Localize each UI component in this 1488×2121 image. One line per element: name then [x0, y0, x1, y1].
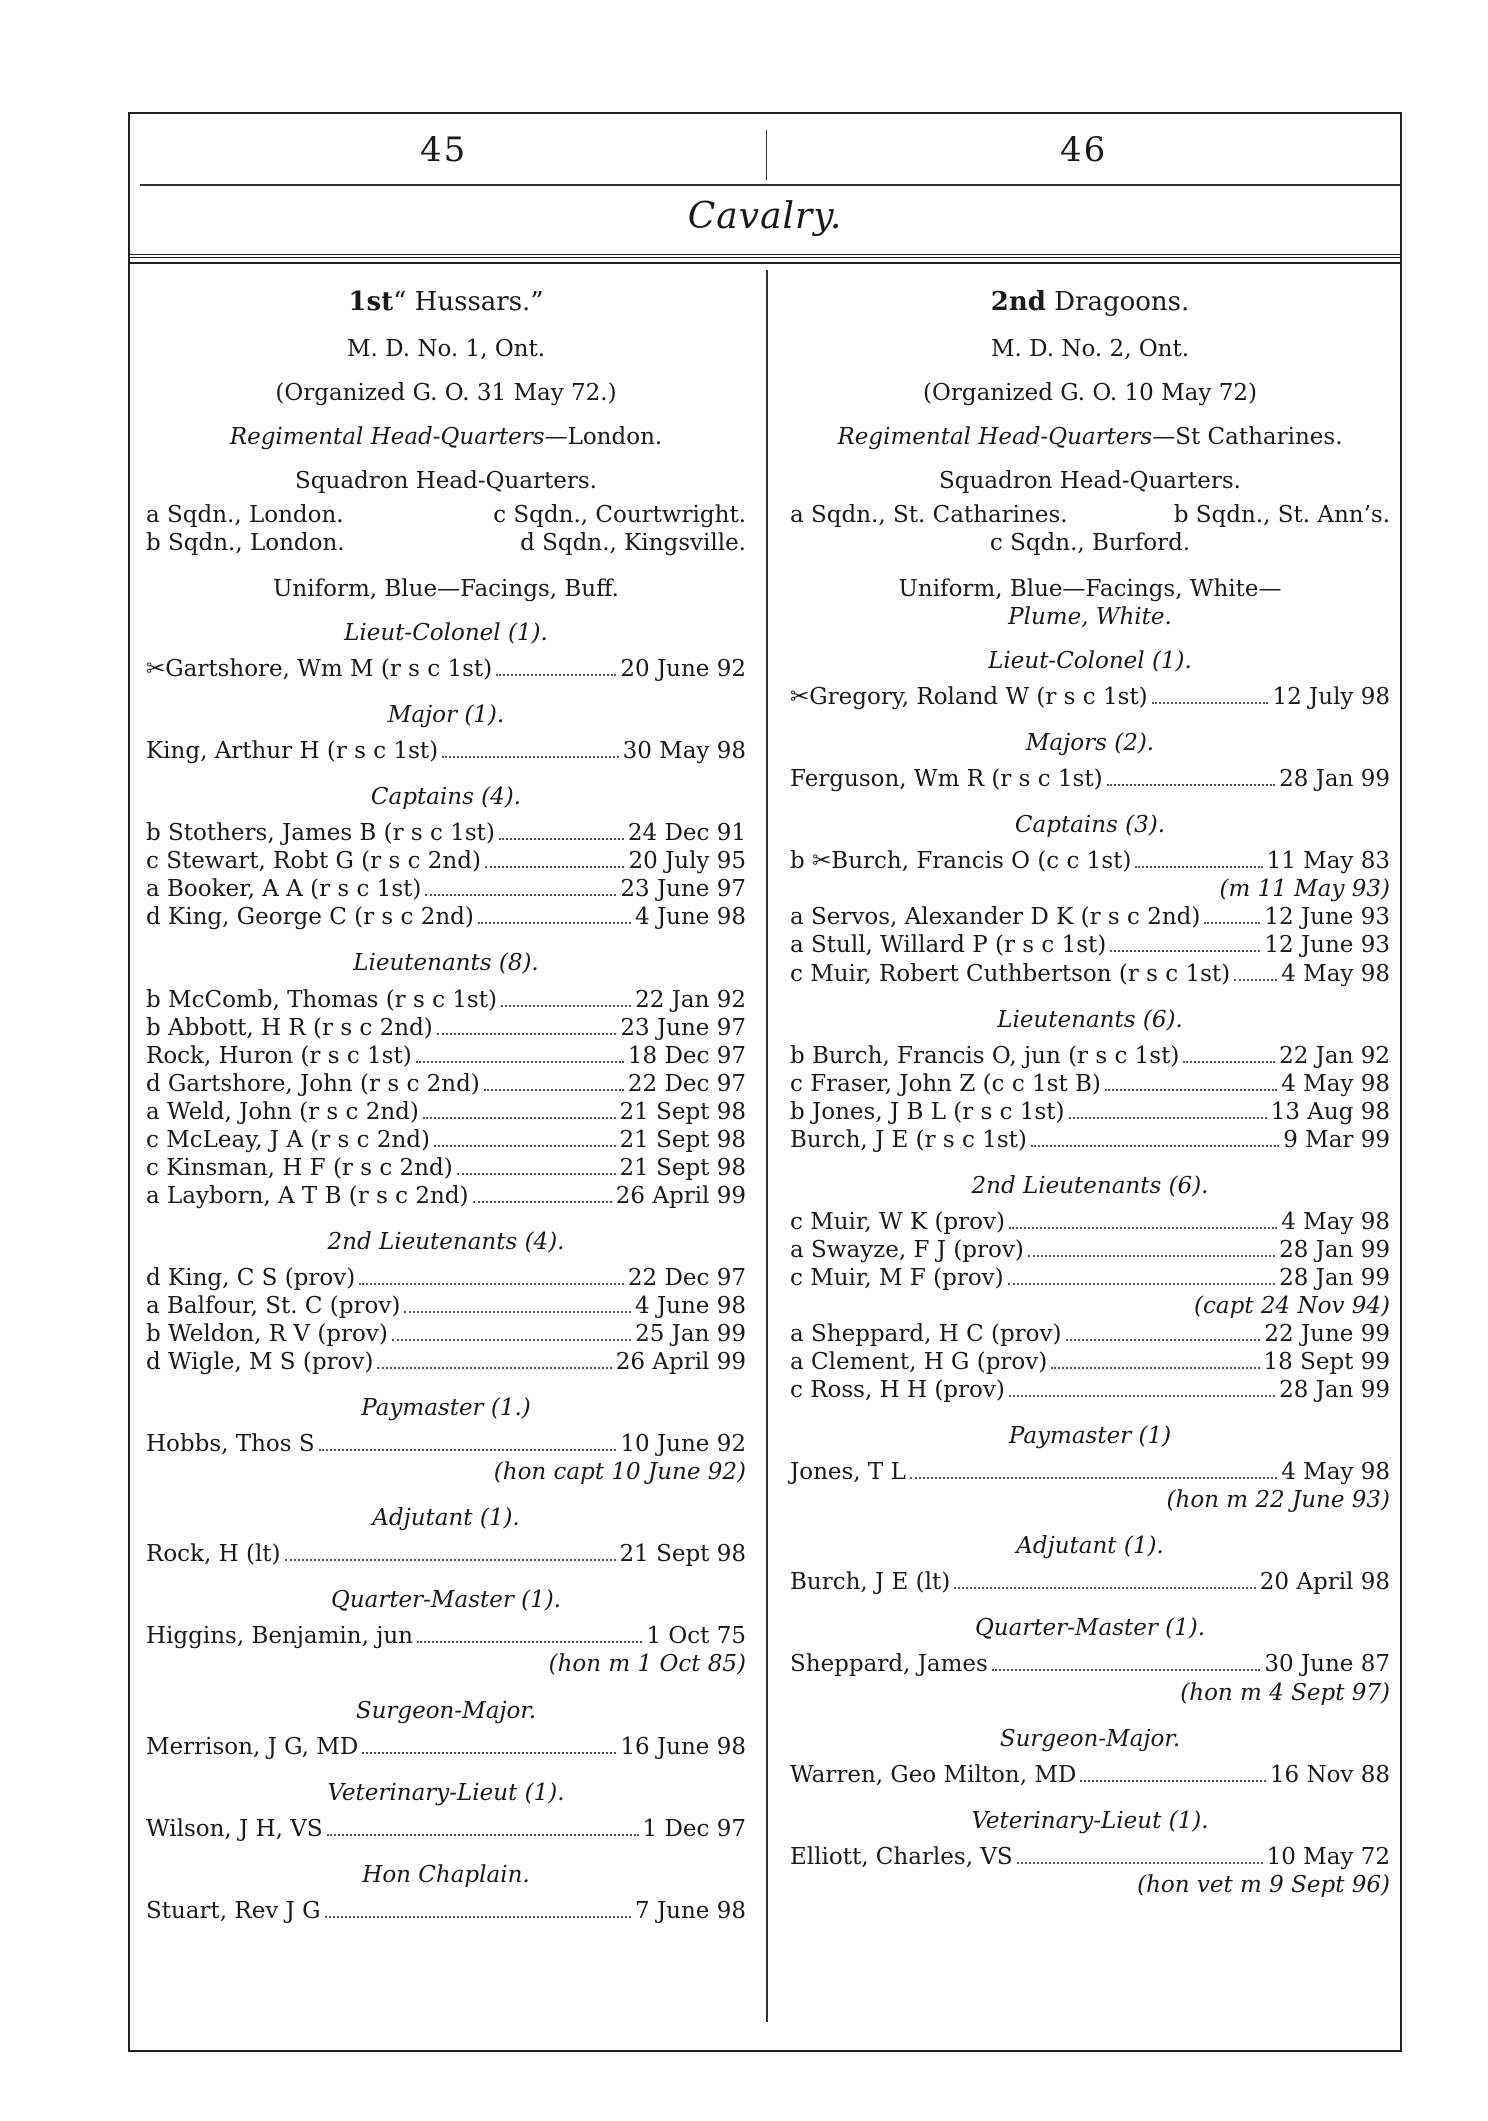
- officer-entry: [790, 1126, 1390, 1154]
- officer-name: Sheppard, James: [790, 1651, 988, 1678]
- officer-entry: [146, 1182, 746, 1210]
- officer-entry: [146, 1098, 746, 1126]
- commission-date: 23 June 97: [620, 876, 746, 903]
- commission-date: 26 April 99: [615, 1182, 746, 1209]
- officer-group: [146, 701, 746, 765]
- leader-dots: [417, 1641, 643, 1643]
- officer-name: c McLeay, J A (r s c 2nd): [146, 1126, 430, 1153]
- officer-entry: [790, 931, 1390, 959]
- officer-entry: [146, 1126, 746, 1154]
- leader-dots: [1017, 1862, 1263, 1864]
- officer-entry: [146, 1733, 746, 1761]
- leader-dots: [442, 756, 618, 758]
- squadron-list: [790, 501, 1390, 557]
- leader-dots: [1152, 702, 1269, 704]
- leader-dots: [1028, 1255, 1275, 1257]
- leader-dots: [1009, 1395, 1275, 1397]
- officer-entry: [790, 1348, 1390, 1376]
- officer-entry: [790, 1098, 1390, 1126]
- leader-dots: [1031, 1145, 1279, 1147]
- officer-entry: [146, 1622, 746, 1650]
- leader-dots: [1110, 950, 1260, 952]
- officer-entry: [146, 1042, 746, 1070]
- commission-date: 12 June 93: [1264, 932, 1390, 959]
- officer-group: [146, 949, 746, 1209]
- officer-group: [790, 811, 1390, 987]
- page-numbers: [130, 122, 1400, 182]
- officer-group: [790, 1807, 1390, 1899]
- officer-entry: [146, 1320, 746, 1348]
- uniform-line: Uniform, Blue—Facings, Buff.: [273, 576, 619, 602]
- leader-dots: [1066, 1339, 1261, 1341]
- officer-group: [146, 1586, 746, 1678]
- squadron-hq-heading: Squadron Head-Quarters.: [295, 467, 597, 494]
- officer-entry: [146, 1014, 746, 1042]
- officer-group: [146, 1504, 746, 1568]
- group-title: Surgeon-Major.: [355, 1697, 537, 1724]
- officer-name: c Ross, H H (prov): [790, 1377, 1005, 1404]
- commission-date: 20 April 98: [1259, 1569, 1390, 1596]
- leader-dots: [478, 922, 631, 924]
- officer-entry: [146, 847, 746, 875]
- group-title: Veterinary-Lieut (1).: [327, 1779, 565, 1806]
- officer-name: Stuart, Rev J G: [146, 1897, 321, 1924]
- leader-dots: [1183, 1061, 1275, 1063]
- officer-entry: [146, 1540, 746, 1568]
- officer-name: a Booker, A A (r s c 1st): [146, 876, 422, 903]
- group-title: Adjutant (1).: [372, 1505, 520, 1532]
- group-title: Veterinary-Lieut (1).: [971, 1807, 1209, 1834]
- left-column: [146, 287, 746, 1943]
- officer-entry: [790, 847, 1390, 875]
- group-title: Quarter-Master (1).: [330, 1587, 562, 1614]
- officer-entry: [790, 903, 1390, 931]
- officer-entry: [146, 1430, 746, 1458]
- officer-entry: [790, 1568, 1390, 1596]
- officer-entry: [790, 1070, 1390, 1098]
- leader-dots: [359, 1283, 624, 1285]
- commission-date: 22 Jan 92: [635, 986, 746, 1013]
- commission-date: 18 Sept 99: [1263, 1349, 1390, 1376]
- group-title: Captains (4).: [370, 784, 522, 811]
- officer-entry: [790, 1264, 1390, 1292]
- officer-name: b Stothers, James B (r s c 1st): [146, 820, 495, 847]
- commission-date: 21 Sept 98: [619, 1098, 746, 1125]
- officer-name: d King, C S (prov): [146, 1264, 356, 1291]
- leader-dots: [1008, 1283, 1275, 1285]
- officer-name: Merrison, J G, MD: [146, 1733, 359, 1760]
- officer-entry: [146, 737, 746, 765]
- officer-name: b Jones, J B L (r s c 1st): [790, 1098, 1065, 1125]
- officer-name: a Balfour, St. C (prov): [146, 1292, 401, 1319]
- officer-group: [146, 619, 746, 683]
- section-title: Cavalry.: [687, 196, 843, 237]
- group-title: Lieutenants (6).: [997, 1006, 1183, 1033]
- officer-name: c Kinsman, H F (r s c 2nd): [146, 1154, 453, 1181]
- leader-dots: [392, 1339, 631, 1341]
- commission-date: 28 Jan 99: [1279, 766, 1390, 793]
- leader-dots: [1234, 979, 1277, 981]
- commission-date: 21 Sept 98: [619, 1154, 746, 1181]
- commission-date: 30 June 87: [1264, 1651, 1390, 1678]
- commission-date: 10 June 92: [620, 1431, 746, 1458]
- officer-entry: [790, 1650, 1390, 1678]
- officer-name: c Fraser, John Z (c c 1st B): [790, 1070, 1101, 1097]
- commission-date: 11 May 83: [1266, 848, 1390, 875]
- officer-name: Rock, Huron (r s c 1st): [146, 1042, 412, 1069]
- officer-entry: [790, 765, 1390, 793]
- officer-name: ✂Gartshore, Wm M (r s c 1st): [146, 656, 493, 683]
- commission-date: 21 Sept 98: [619, 1126, 746, 1153]
- commission-date: 4 June 98: [635, 1292, 746, 1319]
- leader-dots: [362, 1752, 616, 1754]
- officer-name: Ferguson, Wm R (r s c 1st): [790, 766, 1103, 793]
- page-number-right: 46: [1060, 130, 1108, 170]
- group-title: 2nd Lieutenants (4).: [327, 1228, 565, 1255]
- header-rule: [140, 184, 1400, 186]
- officer-name: Higgins, Benjamin, jun: [146, 1623, 413, 1650]
- officer-group: [790, 1532, 1390, 1596]
- officer-name: d Wigle, M S (prov): [146, 1349, 374, 1376]
- leader-dots: [1105, 1089, 1277, 1091]
- officer-group: [790, 1725, 1390, 1789]
- commission-date: 4 May 98: [1281, 1459, 1390, 1486]
- organized-line: (Organized G. O. 31 May 72.): [275, 379, 617, 406]
- commission-date: 4 May 98: [1281, 1070, 1390, 1097]
- officer-name: Jones, T L: [790, 1459, 906, 1486]
- commission-date: 7 June 98: [635, 1897, 746, 1924]
- officer-group: [790, 1422, 1390, 1514]
- group-title: Lieutenants (8).: [353, 950, 539, 977]
- officer-name: a Weld, John (r s c 2nd): [146, 1098, 419, 1125]
- officer-entry: [146, 655, 746, 683]
- officer-name: a Sheppard, H C (prov): [790, 1321, 1062, 1348]
- rank-note: (hon vet m 9 Sept 96): [1137, 1871, 1390, 1898]
- page-number-divider: [766, 130, 767, 180]
- officer-entry: [790, 1761, 1390, 1789]
- leader-dots: [285, 1559, 616, 1561]
- commission-date: 28 Jan 99: [1279, 1236, 1390, 1263]
- officer-entry: [146, 875, 746, 903]
- officer-entry: [146, 1070, 746, 1098]
- commission-date: 24 Dec 91: [627, 820, 746, 847]
- officer-groups: [790, 647, 1390, 1899]
- leader-dots: [501, 1005, 631, 1007]
- commission-date: 20 June 92: [620, 656, 746, 683]
- leader-dots: [484, 1089, 624, 1091]
- officer-group: [146, 1228, 746, 1376]
- commission-date: 26 April 99: [615, 1349, 746, 1376]
- officer-entry: [790, 1843, 1390, 1871]
- group-title: Quarter-Master (1).: [974, 1615, 1206, 1642]
- commission-date: 22 Dec 97: [627, 1070, 746, 1097]
- officer-name: c Stewart, Robt G (r s c 2nd): [146, 848, 481, 875]
- top-rule: [130, 112, 1400, 114]
- leader-dots: [473, 1201, 612, 1203]
- officer-name: b Weldon, R V (prov): [146, 1321, 388, 1348]
- squadron-line: c Sqdn., Burford.: [989, 529, 1191, 556]
- military-district: M. D. No. 2, Ont.: [990, 335, 1190, 362]
- officer-entry: [146, 903, 746, 931]
- page-number-left: 45: [420, 130, 468, 170]
- leader-dots: [499, 838, 624, 840]
- leader-dots: [1135, 866, 1262, 868]
- squadron-line: a Sqdn., St. Catharines. b Sqdn., St. Ann’s.: [790, 501, 1390, 528]
- leader-dots: [1069, 1117, 1267, 1119]
- regimental-hq: Regimental Head-Quarters—St Catharines.: [837, 423, 1343, 450]
- leader-dots: [954, 1587, 1256, 1589]
- uniform-line: Uniform, Blue—Facings, White—: [898, 576, 1282, 602]
- officer-group: [790, 1172, 1390, 1404]
- regiment-title: 2nd Dragoons.: [990, 287, 1190, 317]
- military-district: M. D. No. 1, Ont.: [346, 335, 546, 362]
- officer-entry: [790, 1042, 1390, 1070]
- officer-name: d King, George C (r s c 2nd): [146, 904, 474, 931]
- leader-dots: [1051, 1367, 1259, 1369]
- squadron-list: [146, 501, 746, 557]
- officer-entry: [790, 1376, 1390, 1404]
- leader-dots: [485, 866, 625, 868]
- commission-date: 20 July 95: [628, 848, 746, 875]
- commission-date: 1 Dec 97: [642, 1815, 746, 1842]
- group-title: Majors (2).: [1025, 730, 1155, 757]
- rank-note: (hon capt 10 June 92): [493, 1459, 746, 1486]
- group-title: Paymaster (1.): [361, 1395, 531, 1422]
- group-title: Paymaster (1): [1008, 1423, 1172, 1450]
- group-title: Adjutant (1).: [1016, 1533, 1164, 1560]
- leader-dots: [325, 1916, 631, 1918]
- officer-entry: [146, 1815, 746, 1843]
- leader-dots: [416, 1061, 624, 1063]
- officer-name: c Muir, M F (prov): [790, 1264, 1004, 1291]
- group-title: Lieut-Colonel (1).: [988, 648, 1192, 675]
- officer-entry: [790, 1458, 1390, 1486]
- officer-entry: [146, 1264, 746, 1292]
- leader-dots: [327, 1834, 639, 1836]
- rank-note: (hon m 4 Sept 97): [1180, 1679, 1390, 1706]
- officer-groups: [146, 619, 746, 1925]
- officer-entry: [790, 683, 1390, 711]
- commission-date: 25 Jan 99: [635, 1321, 746, 1348]
- squadron-hq-heading: Squadron Head-Quarters.: [939, 467, 1241, 494]
- officer-name: Burch, J E (lt): [790, 1569, 951, 1596]
- group-title: Hon Chaplain.: [362, 1861, 530, 1888]
- commission-date: 4 May 98: [1281, 960, 1390, 987]
- commission-date: 13 Aug 98: [1270, 1098, 1390, 1125]
- officer-name: Warren, Geo Milton, MD: [790, 1761, 1077, 1788]
- commission-date: 22 June 99: [1264, 1321, 1390, 1348]
- officer-name: Rock, H (lt): [146, 1541, 281, 1568]
- commission-date: 16 June 98: [620, 1733, 746, 1760]
- commission-date: 4 June 98: [635, 904, 746, 931]
- commission-date: 28 Jan 99: [1279, 1264, 1390, 1291]
- officer-name: b Burch, Francis O, jun (r s c 1st): [790, 1042, 1180, 1069]
- commission-date: 22 Jan 92: [1279, 1042, 1390, 1069]
- officer-entry: [146, 1348, 746, 1376]
- leader-dots: [992, 1669, 1261, 1671]
- leader-dots: [425, 894, 616, 896]
- officer-name: Burch, J E (r s c 1st): [790, 1126, 1027, 1153]
- bottom-rule: [130, 2050, 1400, 2052]
- officer-name: c Muir, Robert Cuthbertson (r s c 1st): [790, 960, 1231, 987]
- group-title: 2nd Lieutenants (6).: [971, 1172, 1209, 1199]
- commission-date: 21 Sept 98: [619, 1541, 746, 1568]
- officer-name: Elliott, Charles, VS: [790, 1843, 1013, 1870]
- rank-note: (m 11 May 93): [1219, 876, 1390, 903]
- officer-name: a Servos, Alexander D K (r s c 2nd): [790, 904, 1201, 931]
- rank-note: (hon m 22 June 93): [1166, 1487, 1390, 1514]
- leader-dots: [910, 1477, 1277, 1479]
- leader-dots: [1107, 784, 1276, 786]
- commission-date: 16 Nov 88: [1269, 1761, 1390, 1788]
- officer-name: a Stull, Willard P (r s c 1st): [790, 932, 1107, 959]
- officer-group: [146, 1779, 746, 1843]
- officer-group: [790, 729, 1390, 793]
- officer-entry: [146, 1154, 746, 1182]
- rank-note: (hon m 1 Oct 85): [548, 1651, 746, 1678]
- commission-date: 12 July 98: [1272, 684, 1390, 711]
- officer-name: b McComb, Thomas (r s c 1st): [146, 986, 497, 1013]
- group-title: Captains (3).: [1014, 812, 1166, 839]
- group-title: Major (1).: [387, 702, 505, 729]
- officer-group: [146, 783, 746, 931]
- leader-dots: [457, 1173, 616, 1175]
- leader-dots: [404, 1311, 631, 1313]
- regimental-hq: Regimental Head-Quarters—London.: [229, 423, 663, 450]
- group-title: Lieut-Colonel (1).: [344, 620, 548, 647]
- commission-date: 9 Mar 99: [1283, 1126, 1390, 1153]
- officer-name: b ✂Burch, Francis O (c c 1st): [790, 848, 1132, 875]
- officer-name: b Abbott, H R (r s c 2nd): [146, 1014, 433, 1041]
- leader-dots: [437, 1033, 617, 1035]
- rank-note: (capt 24 Nov 94): [1194, 1292, 1390, 1319]
- right-column: [790, 287, 1390, 1917]
- column-divider: [766, 270, 768, 2022]
- officer-name: c Muir, W K (prov): [790, 1208, 1005, 1235]
- officer-entry: [790, 960, 1390, 988]
- officer-entry: [146, 1292, 746, 1320]
- officer-entry: [790, 1208, 1390, 1236]
- officer-entry: [790, 1236, 1390, 1264]
- commission-date: 12 June 93: [1264, 904, 1390, 931]
- commission-date: 4 May 98: [1281, 1208, 1390, 1235]
- commission-date: 22 Dec 97: [627, 1264, 746, 1291]
- commission-date: 1 Oct 75: [646, 1623, 746, 1650]
- officer-name: King, Arthur H (r s c 1st): [146, 738, 439, 765]
- officer-name: d Gartshore, John (r s c 2nd): [146, 1070, 480, 1097]
- leader-dots: [1080, 1780, 1266, 1782]
- leader-dots: [434, 1145, 616, 1147]
- squadron-line: a Sqdn., London. c Sqdn., Courtwright.: [146, 501, 746, 528]
- officer-entry: [790, 1320, 1390, 1348]
- officer-group: [790, 1614, 1390, 1706]
- commission-date: 18 Dec 97: [627, 1042, 746, 1069]
- officer-group: [790, 1006, 1390, 1154]
- officer-name: Wilson, J H, VS: [146, 1815, 323, 1842]
- leader-dots: [423, 1117, 616, 1119]
- commission-date: 30 May 98: [622, 738, 746, 765]
- leader-dots: [1204, 922, 1260, 924]
- officer-group: [146, 1861, 746, 1925]
- plume-line: Plume, White.: [1008, 604, 1172, 631]
- leader-dots: [496, 674, 616, 676]
- leader-dots: [377, 1367, 611, 1369]
- leader-dots: [1009, 1227, 1277, 1229]
- commission-date: 28 Jan 99: [1279, 1377, 1390, 1404]
- officer-name: a Layborn, A T B (r s c 2nd): [146, 1182, 469, 1209]
- officer-group: [790, 647, 1390, 711]
- organized-line: (Organized G. O. 10 May 72): [923, 379, 1257, 406]
- officer-group: [146, 1394, 746, 1486]
- page-frame: [128, 112, 1402, 2052]
- officer-group: [146, 1697, 746, 1761]
- officer-entry: [146, 819, 746, 847]
- regiment-title: 1st“ Hussars.”: [348, 287, 544, 317]
- leader-dots: [319, 1449, 617, 1451]
- officer-name: Hobbs, Thos S: [146, 1431, 315, 1458]
- officer-entry: [146, 1897, 746, 1925]
- commission-date: 23 June 97: [620, 1014, 746, 1041]
- squadron-line: b Sqdn., London. d Sqdn., Kingsville.: [146, 529, 746, 556]
- officer-entry: [146, 986, 746, 1014]
- officer-name: a Clement, H G (prov): [790, 1349, 1048, 1376]
- officer-name: ✂Gregory, Roland W (r s c 1st): [790, 684, 1148, 711]
- officer-name: a Swayze, F J (prov): [790, 1236, 1024, 1263]
- commission-date: 10 May 72: [1266, 1843, 1390, 1870]
- group-title: Surgeon-Major.: [999, 1725, 1181, 1752]
- section-rule: [130, 254, 1400, 264]
